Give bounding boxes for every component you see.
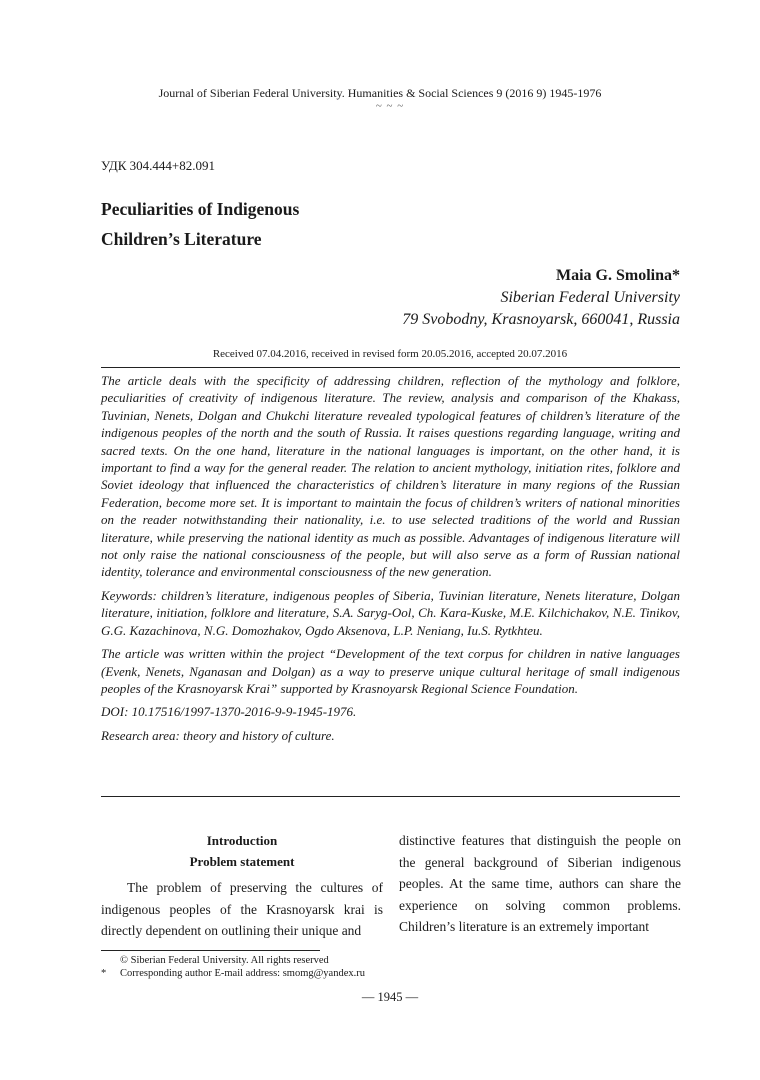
title-line-1: Peculiarities of Indigenous [101,199,300,219]
footnote-copyright: © Siberian Federal University. All rights reserved [120,955,329,966]
body-column-left [101,830,383,942]
footnote-mark: * [101,968,107,979]
doi: DOI: 10.17516/1997-1370-2016-9-9-1945-1976. [101,704,357,720]
keywords: Keywords: children’s literature, indigenous peoples of Siberia, Tuvinian literature, Nenets literature, Dolgan literature, initiation, folklore and literature, S.A. Saryg-Ool, Ch. Kara-Kuske, M.E. Kilchichakov, N.E. Tinikov, G.G. Kazachinova, N.G. Domozhakov, Ogdo Aksenova, L.P. Neniang, Iu.S. Rytkhteu. [101,587,680,638]
body-column-right [399,830,681,938]
received-dates: Received 07.04.2016, received in revised form 20.05.2016, accepted 20.07.2016 [212,348,568,360]
section-subheading: Problem statement [189,854,295,869]
body-paragraph-left: The problem of preserving the cultures of indigenous peoples of the Krasnoyarsk krai is directly dependent on outlining their unique and [101,880,383,938]
journal-header: Journal of Siberian Federal University. Humanities & Social Sciences 9 (2016 9) 1945-1976 [158,86,602,100]
author-block [402,265,680,331]
footnote-rule [101,950,320,951]
abstract-text: The article deals with the specificity of addressing children, reflection of the mythology and folklore, peculiarities of creativity of indigenous literature. The review, analysis and comparison of the Khakass, Tuvinian, Nenets, Dolgan and Chukchi literature revealed typological features of children’s literature of the indigenous peoples of the north and the south of Russia. It raises questions regarding language, writing and sacred texts. On the one hand, literature in the national languages is important, on the other hand, it is important to find a way for the general reader. The relation to ancient mythology, initiation rites, folklore and Soviet ideology that influenced the characteristics of children’s literature in many regions of the Russian Federation, become more set. It is important to maintain the focus of children’s writers of national minorities on the reader notwithstanding their nationality, i.e. to use selected traditions of the world and Russian literature, while preserving the national identity as much as possible. Advantages of indigenous literature will not only raise the national consciousness of the people, but will also serve as a form of Russian national identity, tolerance and environmental consciousness of the new generation. [101,373,680,580]
abstract-block [101,372,680,750]
footnote-corresponding [101,967,365,980]
author-affiliation: Siberian Federal University [500,289,680,306]
header-ornament: ~ ~ ~ [375,100,405,112]
udk-code: УДК 304.444+82.091 [101,158,216,173]
author-name: Maia G. Smolina* [555,267,680,284]
abstract-top-rule [101,367,680,368]
project-note: The article was written within the project “Development of the text corpus for children in native languages (Evenk, Nenets, Nganasan and Dolgan) as a way to preserve unique cultural heritage of small indigenous peoples of the Krasnoyarsk Krai” supported by Krasnoyarsk Regional Science Foundation. [101,646,680,696]
article-title [101,194,299,254]
title-line-2: Children’s Literature [101,229,262,249]
author-address: 79 Svobodny, Krasnoyarsk, 660041, Russia [402,311,680,328]
footnote-email: Corresponding author E-mail address: smomg@yandex.ru [120,968,365,979]
research-area: Research area: theory and history of culture. [101,727,335,743]
section-heading: Introduction [206,833,278,848]
abstract-bottom-rule [101,796,680,797]
body-paragraph-right: distinctive features that distinguish the people on the general background of Siberian indigenous peoples. At the same time, authors can share the experience on solving common problems. Children’s literature is an extremely important [399,833,681,934]
page-number: — 1945 — [361,990,419,1004]
